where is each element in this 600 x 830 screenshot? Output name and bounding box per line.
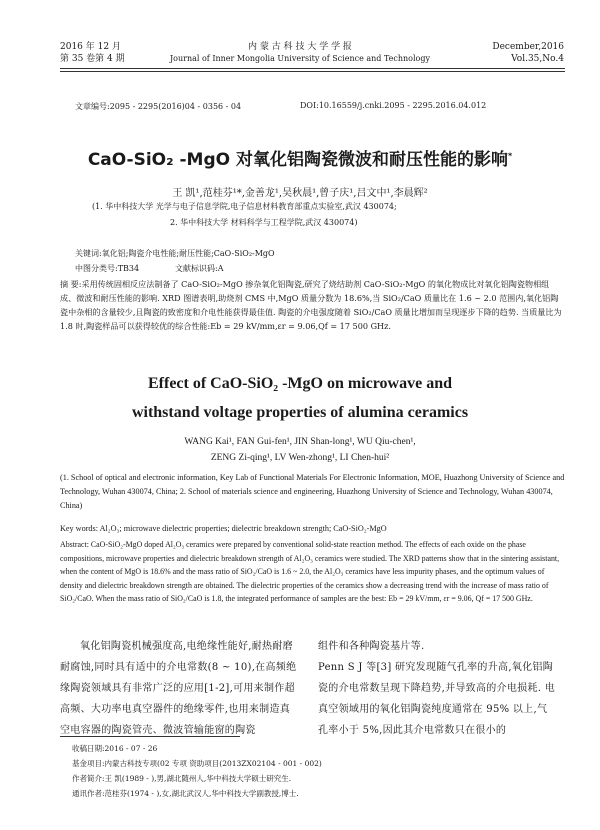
header-volume: 第 35 卷第 4 期 xyxy=(60,54,125,64)
document-code-cn: 文献标识码:A xyxy=(175,264,224,273)
header-rule xyxy=(60,68,565,69)
header-date: 2016 年 12 月 xyxy=(60,42,121,52)
authors-cn: 王 凯¹,范桂芬¹*,金善龙¹,吴秋晨¹,曾子庆¹,吕文中¹,李晨辉² xyxy=(172,188,428,199)
abstract-cn: 摘 要:采用传统固相反应法制备了 CaO-SiO₂-MgO 掺杂氧化铝陶瓷,研究了烧结助剂 CaO-SiO₂-MgO 的氧化物成比对氧化铝陶瓷物相组成、微波和耐压性能的影响. XRD 图谱表明,助烧剂 CMS 中,MgO 质量分数为 18.6%,当 SiO₂/CaO 质量比在 1.6 ~ 2.0 范围内,氧化铝陶瓷中杂相的含量较少,且陶瓷的致密度和介电性能获得最佳值. 陶瓷的介电强度随着 SiO₂/CaO 质量比增加而呈现逐步下降的趋势. 当质量比为 1.8 时,陶瓷样品可以获得较优的综合性能:Eb = 29 kV/mm,εr = 9.06,Qf = 17 500 GHz. xyxy=(60,279,562,331)
header-volume-en: Vol.35,No.4 xyxy=(511,54,564,64)
authors-en-1: WANG Kai¹, FAN Gui-fen¹, JIN Shan-long¹, WU Qiu-chen¹, xyxy=(184,437,416,447)
body-column-left: 氧化铝陶瓷机械强度高,电绝缘性能好,耐热耐磨耐腐蚀,同时具有适中的介电常数(8 ~ 10),在高频绝缘陶瓷领域具有非常广泛的应用[1-2],可用来制作超高频、大功率电真空器件的绝缘零件,也用来制造真空电容器的陶瓷管壳、微波管输能窗的陶瓷 xyxy=(60,641,297,736)
footnote-fund: 基金项目:内蒙古科技专项(02 专项 资助项目(2013ZX02104 - 001 - 002) xyxy=(72,759,322,768)
page-title-en-line1: Effect of CaO-SiO₂ -MgO on microwave and xyxy=(147,375,452,392)
keywords-cn: 关键词:氧化铝;陶瓷介电性能;耐压性能;CaO-SiO₂-MgO xyxy=(75,249,275,258)
keywords-en: Key words: Al₂O₃; microwave dielectric properties; dielectric breakdown strength; CaO-SiO₂-MgO xyxy=(60,524,387,533)
header-date-en: December,2016 xyxy=(492,42,564,52)
body-column-right: 组件和各种陶瓷基片等. Penn S J 等[3] 研究发现随气孔率的升高,氧化铝陶瓷的介电常数呈现下降趋势,并导致高的介电损耗. 电真空领域用的氧化铝陶瓷纯度通常在 95% 以上,气孔率小于 5%,因此其介电常数只在很小的 xyxy=(318,641,556,736)
page-title-cn: CaO-SiO₂ -MgO 对氧化铝陶瓷微波和耐压性能的影响* xyxy=(87,150,513,170)
journal-name-cn: 内 蒙 古 科 技 大 学 学 报 xyxy=(248,42,352,52)
abstract-en: Abstract: CaO-SiO₂-MgO doped Al₂O₃ ceramics were prepared by conventional solid-state reaction method. The effects of each oxide on the phase compositions, microwave properties and dielectric breakdown strength of Al₂O₃ ceramics were studied. The XRD patterns show that in the sintering assistant, when the content of MgO is 18.6% and the mass ratio of SiO₂/CaO is 1.6 ~ 2.0, the Al₂O₃ ceramics have less impurity phases, and the optimum values of density and dielectric breakdown strength are obtained. The dielectric properties of the ceramics show a decreasing trend with the increase of mass ratio of SiO₂/CaO. When the mass ratio of SiO₂/CaO is 1.8, the integrated performance of samples are the best: Eb = 29 kV/mm, εr = 9.06, Qf = 17 500 GHz. xyxy=(60,540,560,603)
affiliation-en: (1. School of optical and electronic information, Key Lab of Functional Materials For Electronic Information, MOE, Huazhong University of Science and Technology, Wuhan 430074, China; 2. School of materials science and engineering, Huazhong University of Science and Technology, Wuhan 430074, China) xyxy=(60,473,565,510)
affiliation-cn-2: 2. 华中科技大学 材料科学与工程学院,武汉 430074) xyxy=(170,218,358,227)
classification-cn: 中图分类号:TB34 xyxy=(75,264,140,273)
footnote-rule xyxy=(60,736,240,737)
journal-name-en: Journal of Inner Mongolia University of Science and Technology xyxy=(169,54,431,63)
page-title-en-line2: withstand voltage properties of alumina ceramics xyxy=(131,404,469,421)
footnote-author: 作者简介:王 凯(1989 - ),男,湖北随州人,华中科技大学硕士研究生. xyxy=(72,774,292,783)
footnote-corresponding: 通讯作者:范桂芬(1974 - ),女,湖北武汉人,华中科技大学副教授,博士. xyxy=(72,789,299,798)
footnote-received: 收稿日期:2016 - 07 - 26 xyxy=(72,744,158,753)
affiliation-cn-1: (1. 华中科技大学 光学与电子信息学院,电子信息材料教育部重点实验室,武汉 430074; xyxy=(92,202,397,211)
article-number: 文章编号:2095 - 2295(2016)04 - 0356 - 04 xyxy=(75,102,242,111)
doi: DOI:10.16559/j.cnki.2095 - 2295.2016.04.012 xyxy=(300,101,487,110)
authors-en-2: ZENG Zi-qing¹, LV Wen-zhong¹, LI Chen-hui² xyxy=(210,453,390,463)
header-rule-2 xyxy=(60,71,565,72)
